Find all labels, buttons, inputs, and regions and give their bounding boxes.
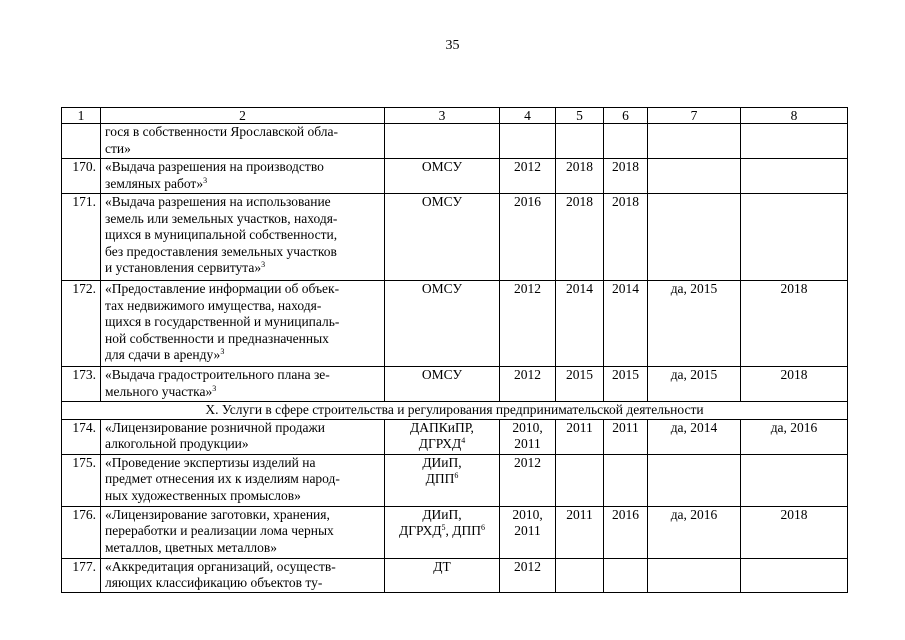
service-name-text: для сдачи в аренду» xyxy=(105,347,221,362)
service-name-line: тах недвижимого имущества, находя- xyxy=(105,297,322,313)
year-value: 2012 xyxy=(514,281,541,296)
service-name-line: щихся в государственной и муниципаль- xyxy=(105,314,340,329)
service-name-line: переработки и реализации лома черных xyxy=(105,523,334,538)
service-name-line: без предоставления земельных участков xyxy=(105,243,337,259)
year-col-5: 2011 xyxy=(556,506,604,558)
section-heading: X. Услуги в сфере строительства и регулирования предпринимательской деятельности xyxy=(62,402,848,420)
section-heading-row xyxy=(62,402,848,420)
year-col-4 xyxy=(500,558,556,592)
footnote-ref: 6 xyxy=(481,523,485,532)
footnote-ref: 3 xyxy=(212,383,217,393)
year-value: 2012 xyxy=(514,159,541,174)
row-number: 173. xyxy=(62,367,101,402)
header-col-6: 6 xyxy=(604,108,648,124)
header-col-3: 3 xyxy=(385,108,500,124)
responsible-body-line: ДИиП, xyxy=(422,506,462,522)
status-col-8 xyxy=(741,124,848,159)
service-name xyxy=(101,454,385,506)
year-col-5 xyxy=(556,558,604,592)
year-col-4 xyxy=(500,454,556,506)
year-value: 2011 xyxy=(514,436,541,451)
service-name-line: «Лицензирование розничной продажи xyxy=(105,419,326,435)
service-name-line: алкогольной продукции» xyxy=(105,436,249,451)
header-col-2: 2 xyxy=(101,108,385,124)
service-name-line: «Выдача разрешения на использование xyxy=(105,194,331,209)
service-name-line: сти» xyxy=(105,140,131,156)
responsible-body-text: ДПП xyxy=(425,471,455,486)
responsible-body xyxy=(385,159,500,194)
year-col-4 xyxy=(500,194,556,281)
responsible-body-line: ДИиП, xyxy=(422,454,462,470)
service-name-line: предмет отнесения их к изделиям народ- xyxy=(105,471,340,486)
service-name-line: земель или земельных участков, находя- xyxy=(105,210,338,226)
service-name-text: и установления сервитута» xyxy=(105,260,262,275)
year-col-6: 2015 xyxy=(604,367,648,402)
year-value: 2010, xyxy=(512,419,543,435)
responsible-body-line xyxy=(389,436,495,453)
year-col-6 xyxy=(604,124,648,159)
year-col-5 xyxy=(556,454,604,506)
table-row xyxy=(62,419,848,454)
footnote-ref: 3 xyxy=(203,175,208,185)
status-col-7 xyxy=(648,558,741,592)
service-name-line: «Аккредитация организаций, осуществ- xyxy=(105,558,336,574)
year-col-4 xyxy=(500,281,556,367)
service-name xyxy=(101,194,385,281)
responsible-body-line: ОМСУ xyxy=(421,194,463,209)
status-col-8: 2018 xyxy=(741,367,848,402)
status-col-8: да, 2016 xyxy=(741,419,848,454)
year-col-5: 2015 xyxy=(556,367,604,402)
year-value: 2016 xyxy=(514,194,541,209)
year-col-5: 2018 xyxy=(556,194,604,281)
responsible-body xyxy=(385,558,500,592)
row-number: 177. xyxy=(62,558,101,592)
service-name-line: «Выдача разрешения на производство xyxy=(105,159,324,174)
status-col-7 xyxy=(648,454,741,506)
status-col-7 xyxy=(648,124,741,159)
header-col-4: 4 xyxy=(500,108,556,124)
year-col-6: 2018 xyxy=(604,159,648,194)
row-number: 176. xyxy=(62,506,101,558)
service-name xyxy=(101,124,385,159)
header-col-8: 8 xyxy=(741,108,848,124)
footnote-ref: 3 xyxy=(220,347,225,356)
year-col-5: 2018 xyxy=(556,159,604,194)
table-row xyxy=(62,506,848,558)
service-name-line: металлов, цветных металлов» xyxy=(105,539,277,555)
year-col-4 xyxy=(500,367,556,402)
responsible-body-text: ДГРХД xyxy=(399,523,442,538)
table-row xyxy=(62,367,848,402)
service-name xyxy=(101,367,385,402)
year-col-5: 2011 xyxy=(556,419,604,454)
status-col-8: 2018 xyxy=(741,506,848,558)
responsible-body xyxy=(385,419,500,454)
status-col-8: 2018 xyxy=(741,281,848,367)
row-number: 172. xyxy=(62,281,101,367)
year-col-6: 2014 xyxy=(604,281,648,367)
responsible-body-line: ОМСУ xyxy=(421,159,463,174)
service-name-line xyxy=(105,176,380,193)
service-name xyxy=(101,281,385,367)
table-body xyxy=(62,108,848,593)
responsible-body-line xyxy=(389,471,495,488)
service-name xyxy=(101,159,385,194)
responsible-body xyxy=(385,367,500,402)
footnote-ref: 3 xyxy=(261,260,266,269)
responsible-body-text: , ДПП xyxy=(445,523,481,538)
year-col-5: 2014 xyxy=(556,281,604,367)
responsible-body-line: ДТ xyxy=(433,558,451,574)
year-col-4 xyxy=(500,124,556,159)
year-col-6 xyxy=(604,454,648,506)
row-number: 171. xyxy=(62,194,101,281)
year-col-6: 2011 xyxy=(604,419,648,454)
header-col-1: 1 xyxy=(62,108,101,124)
responsible-body-line: ОМСУ xyxy=(421,367,463,382)
status-col-7 xyxy=(648,194,741,281)
row-number: 174. xyxy=(62,419,101,454)
service-name-line: гося в собственности Ярославской обла- xyxy=(105,124,339,139)
year-value: 2011 xyxy=(514,523,541,538)
year-value: 2012 xyxy=(514,454,541,470)
year-col-4 xyxy=(500,159,556,194)
year-col-4 xyxy=(500,506,556,558)
service-name-line: «Лицензирование заготовки, хранения, xyxy=(105,506,330,522)
responsible-body xyxy=(385,281,500,367)
status-col-7: да, 2014 xyxy=(648,419,741,454)
responsible-body-line: ДАПКиПР, xyxy=(410,419,474,435)
year-value: 2012 xyxy=(514,367,541,382)
responsible-body xyxy=(385,194,500,281)
row-number: 170. xyxy=(62,159,101,194)
year-col-4 xyxy=(500,419,556,454)
status-col-7 xyxy=(648,159,741,194)
status-col-7: да, 2016 xyxy=(648,506,741,558)
status-col-7: да, 2015 xyxy=(648,367,741,402)
year-col-6: 2016 xyxy=(604,506,648,558)
responsible-body xyxy=(385,454,500,506)
service-name-line: «Предоставление информации об объек- xyxy=(105,281,340,296)
year-value: 2012 xyxy=(514,558,541,574)
status-col-7: да, 2015 xyxy=(648,281,741,367)
responsible-body-line: ОМСУ xyxy=(421,281,463,296)
responsible-body xyxy=(385,124,500,159)
service-name-line: щихся в муниципальной собственности, xyxy=(105,227,338,242)
header-col-7: 7 xyxy=(648,108,741,124)
service-name xyxy=(101,506,385,558)
status-col-8 xyxy=(741,454,848,506)
responsible-body-text: ДГРХД xyxy=(418,436,462,451)
service-name-line xyxy=(105,260,380,277)
service-name-line: ляющих классификацию объектов ту- xyxy=(105,575,323,590)
service-name-line xyxy=(105,384,380,401)
responsible-body xyxy=(385,506,500,558)
service-name xyxy=(101,419,385,454)
footnote-ref: 6 xyxy=(454,471,459,480)
year-value: 2010, xyxy=(512,506,543,522)
footnote-ref: 4 xyxy=(461,436,466,445)
table-row xyxy=(62,124,848,159)
table-row xyxy=(62,159,848,194)
year-col-6 xyxy=(604,558,648,592)
footnote-ref: 5 xyxy=(441,523,446,532)
year-col-6: 2018 xyxy=(604,194,648,281)
row-number xyxy=(62,124,101,159)
service-name-line: «Выдача градостроительного плана зе- xyxy=(105,367,330,382)
page-number: 35 xyxy=(445,38,460,53)
service-name-text: земляных работ» xyxy=(105,175,204,191)
table-row xyxy=(62,281,848,367)
responsible-body-line xyxy=(389,523,495,540)
status-col-8 xyxy=(741,558,848,592)
service-name-line: «Проведение экспертизы изделий на xyxy=(105,454,316,470)
year-col-5 xyxy=(556,124,604,159)
services-table xyxy=(61,107,848,593)
service-name xyxy=(101,558,385,592)
service-name-line xyxy=(105,347,380,364)
table-header-row xyxy=(62,108,848,124)
status-col-8 xyxy=(741,159,848,194)
service-name-line: ных художественных промыслов» xyxy=(105,487,301,503)
table-row xyxy=(62,194,848,281)
status-col-8 xyxy=(741,194,848,281)
row-number: 175. xyxy=(62,454,101,506)
service-name-text: мельного участка» xyxy=(105,383,213,399)
table-row xyxy=(62,454,848,506)
table-row xyxy=(62,558,848,592)
service-name-line: ной собственности и предназначенных xyxy=(105,330,329,346)
header-col-5: 5 xyxy=(556,108,604,124)
